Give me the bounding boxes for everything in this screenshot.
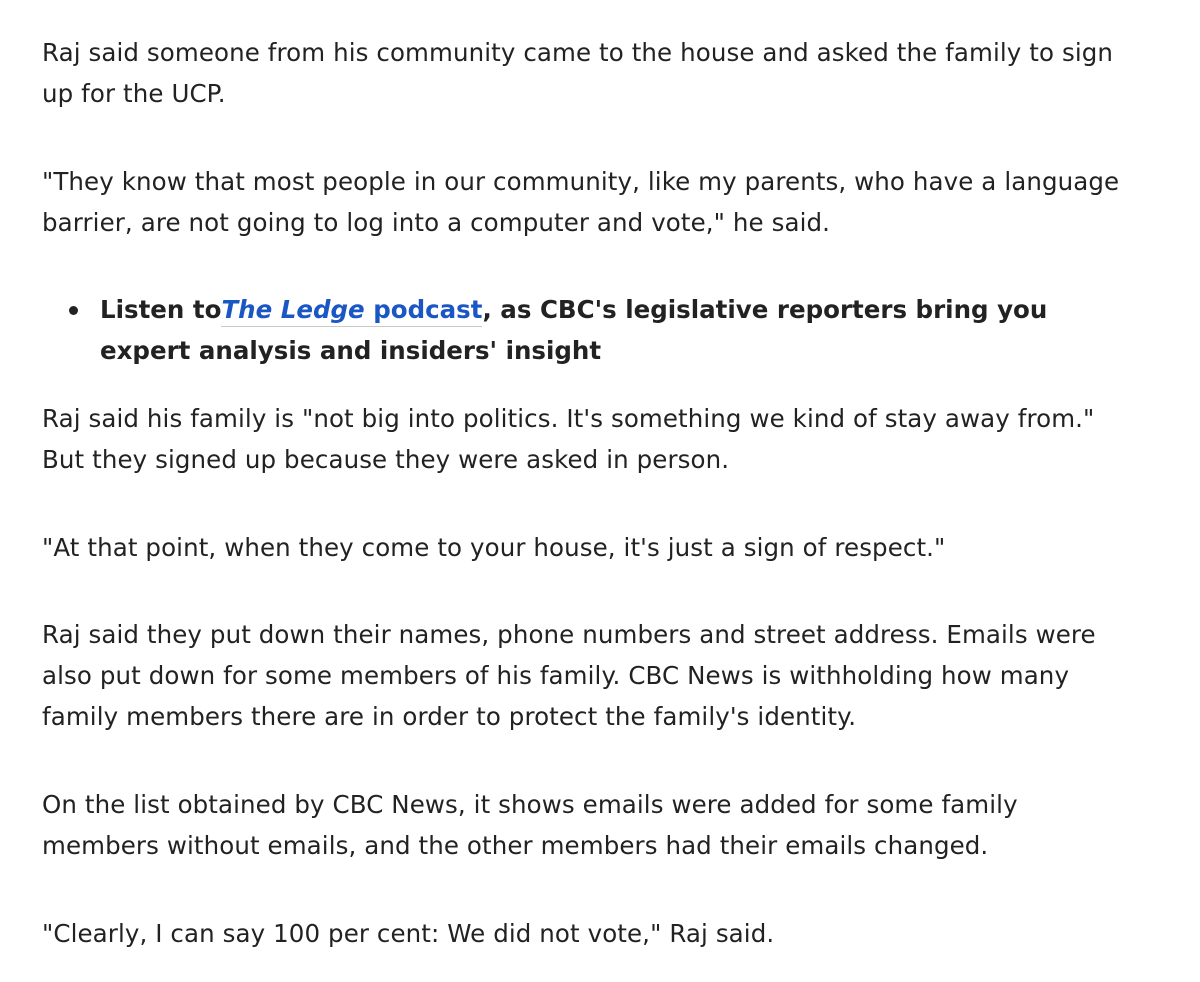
promo-prefix: Listen to (100, 295, 222, 324)
podcast-show-title: The Ledge (221, 295, 365, 324)
podcast-link-label: podcast (373, 295, 483, 324)
podcast-link[interactable] (221, 295, 482, 327)
podcast-promo-item (42, 289, 1122, 371)
article-paragraph: "They know that most people in our community, like my parents, who have a language barrier, are not going to log into a computer and vote," he said. (42, 167, 1120, 237)
article-paragraph: Raj said they put down their names, phone numbers and street address. Emails were also put down for some members of his family. CBC News is withholding how many family members there are in order to protect the family's identity. (42, 620, 1096, 731)
bullet-icon (69, 306, 78, 315)
related-links-list (42, 289, 1122, 371)
article-paragraph: "At that point, when they come to your house, it's just a sign of respect." (42, 533, 946, 562)
article-paragraph: Raj said someone from his community came to the house and asked the family to sign up for the UCP. (42, 38, 1114, 108)
promo-description: , as CBC's legislative reporters bring you expert analysis and insiders' insight (100, 295, 1048, 365)
article-paragraph: Raj said his family is "not big into politics. It's something we kind of stay away from." But they signed up because they were asked in person. (42, 404, 1095, 474)
article-paragraph: On the list obtained by CBC News, it shows emails were added for some family members without emails, and the other members had their emails changed. (42, 790, 1018, 860)
article-paragraph: "Clearly, I can say 100 per cent: We did not vote," Raj said. (42, 919, 775, 948)
